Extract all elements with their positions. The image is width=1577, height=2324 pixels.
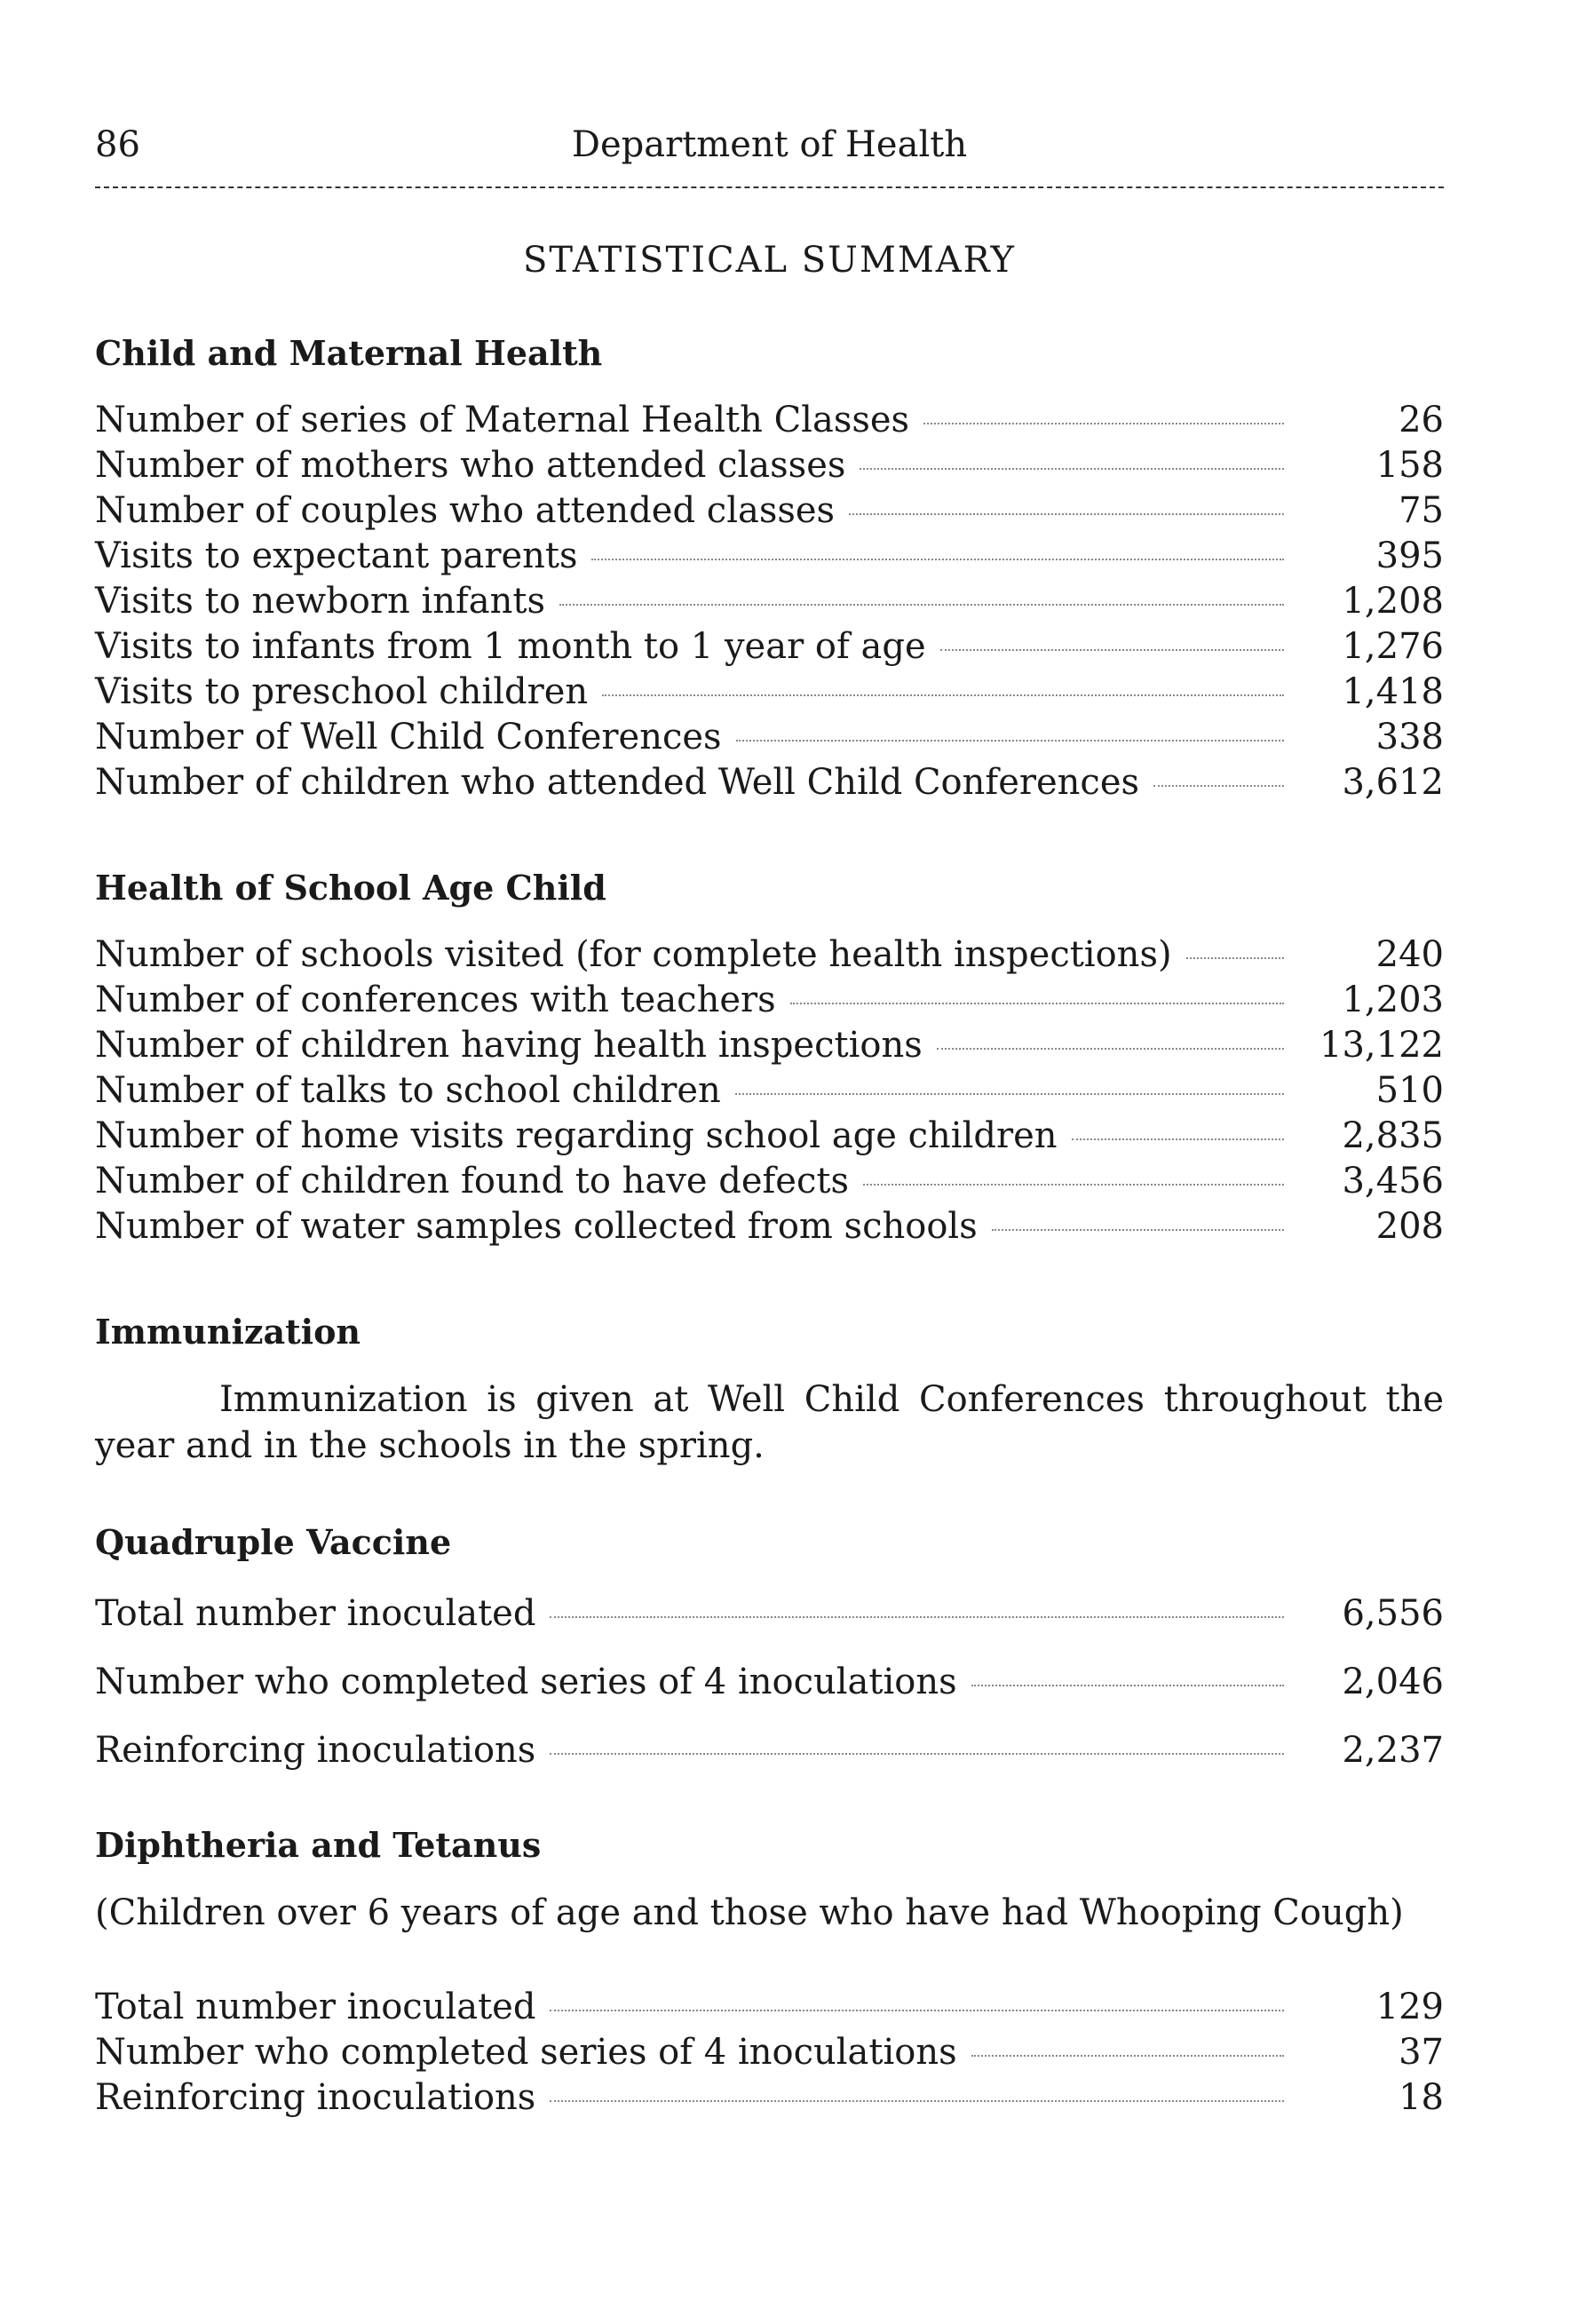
page-number: 86 [95,124,140,165]
stat-label: Number who completed series of 4 inoculations [95,2032,957,2073]
stat-label: Total number inoculated [95,1593,536,1634]
stat-value: 240 [1375,934,1444,975]
dot-leader [559,604,1284,606]
stat-value: 6,556 [1342,1593,1444,1634]
dot-leader [860,468,1284,470]
stat-label: Number of mothers who attended classes [95,445,846,486]
stat-label: Number of series of Maternal Health Classes [95,400,910,440]
dot-leader [550,2010,1284,2011]
stat-row [95,1580,1444,1648]
stat-row [95,1985,1444,2030]
stat-value: 129 [1375,1987,1444,2027]
stat-label: Reinforcing inoculations [95,2077,536,2118]
stat-label: Number who completed series of 4 inoculations [95,1662,957,1702]
stat-row [95,715,1444,760]
stat-list-diphtheria [95,1985,1444,2121]
stat-list-child-maternal [95,398,1444,805]
dot-leader [937,1048,1284,1050]
stat-value: 395 [1375,535,1444,576]
stat-row [95,2075,1444,2121]
section-heading-quadruple: Quadruple Vaccine [95,1522,452,1562]
stat-label: Number of water samples collected from schools [95,1206,978,1247]
stat-row [95,760,1444,805]
stat-row [95,1023,1444,1068]
stat-label: Number of talks to school children [95,1070,721,1111]
dot-leader [992,1229,1284,1231]
dot-leader [1072,1138,1284,1140]
stat-label: Visits to newborn infants [95,581,546,622]
dot-leader [1153,785,1284,787]
dot-leader [1186,957,1284,959]
stat-row [95,670,1444,715]
stat-row [95,1204,1444,1249]
dot-leader [971,2055,1284,2057]
stat-row [95,1159,1444,1204]
stat-value: 13,122 [1319,1025,1444,1066]
dot-leader [971,1685,1284,1686]
stat-row [95,978,1444,1023]
stat-label: Total number inoculated [95,1987,536,2027]
stat-row [95,534,1444,579]
dot-leader [591,559,1284,560]
section-heading-diphtheria: Diphtheria and Tetanus [95,1825,542,1865]
dot-leader [735,1093,1284,1095]
stat-value: 208 [1375,1206,1444,1247]
section-heading-immunization: Immunization [95,1312,361,1352]
stat-value: 3,612 [1342,762,1444,803]
stat-value: 2,046 [1342,1662,1444,1702]
stat-row [95,2030,1444,2075]
stat-row [95,443,1444,488]
stat-label: Visits to infants from 1 month to 1 year of age [95,626,926,667]
stat-list-quadruple [95,1580,1444,1785]
stat-label: Visits to preschool children [95,671,589,712]
stat-label: Number of children who attended Well Child Conferences [95,762,1140,803]
dot-leader [736,740,1284,742]
stat-value: 18 [1399,2077,1444,2118]
stat-value: 1,203 [1342,980,1444,1020]
dot-leader [923,423,1284,424]
stat-row [95,624,1444,670]
stat-row [95,1068,1444,1114]
stat-value: 1,418 [1342,671,1444,712]
stat-value: 2,237 [1342,1730,1444,1771]
stat-row [95,579,1444,624]
stat-value: 75 [1399,490,1444,531]
header-rule [95,186,1444,188]
stat-value: 2,835 [1342,1115,1444,1156]
stat-row [95,488,1444,534]
stat-row [95,932,1444,978]
dot-leader [550,1616,1284,1618]
stat-label: Number of children having health inspections [95,1025,923,1066]
stat-label: Number of children found to have defects [95,1161,849,1202]
diphtheria-note: (Children over 6 years of age and those who have had Whooping Cough) [95,1892,1404,1933]
stat-value: 26 [1399,400,1444,440]
content [95,333,1444,2183]
stat-label: Number of Well Child Conferences [95,717,722,757]
stat-value: 37 [1399,2032,1444,2073]
page-title: STATISTICAL SUMMARY [523,240,1016,281]
running-title: Department of Health [571,124,968,165]
dot-leader [849,513,1284,515]
dot-leader [940,649,1284,651]
dot-leader [602,694,1284,696]
stat-row [95,398,1444,443]
stat-row [95,1648,1444,1717]
stat-value: 3,456 [1342,1161,1444,1202]
stat-row [95,1114,1444,1159]
stat-label: Number of home visits regarding school age children [95,1115,1058,1156]
section-heading-child-maternal: Child and Maternal Health [95,333,603,373]
stat-list-school-age [95,932,1444,1249]
stat-value: 1,208 [1342,581,1444,622]
stat-row [95,1717,1444,1785]
stat-value: 510 [1375,1070,1444,1111]
stat-label: Reinforcing inoculations [95,1730,536,1771]
stat-label: Visits to expectant parents [95,535,578,576]
stat-value: 158 [1375,445,1444,486]
stat-value: 338 [1375,717,1444,757]
dot-leader [863,1184,1284,1186]
section-heading-school-age: Health of School Age Child [95,868,606,908]
stat-label: Number of couples who attended classes [95,490,836,531]
running-head [95,124,1444,178]
stat-label: Number of conferences with teachers [95,980,776,1020]
dot-leader [790,1003,1284,1004]
stat-label: Number of schools visited (for complete health inspections) [95,934,1172,975]
immunization-paragraph: Immunization is given at Well Child Conferences throughout the year and in the schools in the spring. [95,1379,1444,1466]
dot-leader [550,1753,1284,1755]
dot-leader [550,2100,1284,2102]
stat-value: 1,276 [1342,626,1444,667]
